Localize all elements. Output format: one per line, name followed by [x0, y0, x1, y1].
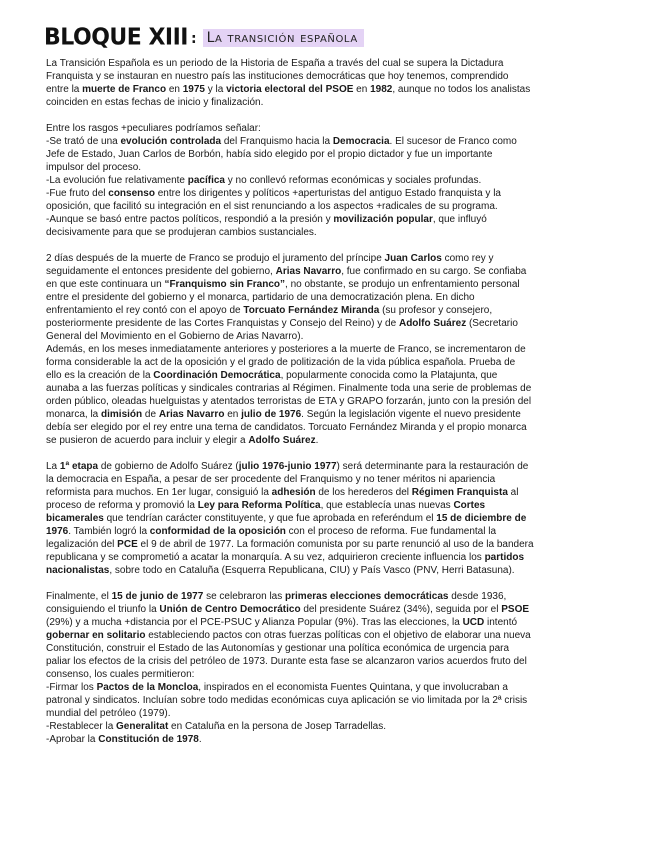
text-run: Franquista y se instauran en nuestro país las instituciones democráticas que hoy tenemos, comprendido	[46, 71, 509, 82]
text-run: impulsor del proceso.	[46, 162, 142, 173]
text-line	[46, 135, 612, 148]
text-line	[46, 213, 612, 226]
bold-text: primeras elecciones democráticas	[285, 591, 449, 602]
text-run: consenso, los cuales permitieron:	[46, 669, 195, 680]
text-run: orden público, oleadas huelguistas y atentados terroristas de ETA y GRAPO forzarán, junto con la presión del	[46, 396, 532, 407]
text-run: en	[224, 409, 242, 420]
text-run: , que establecía unas nuevas	[320, 500, 454, 511]
text-run: ello es la creación de la	[46, 370, 154, 381]
text-run: posteriormente presidente de las Cortes Franquistas y Consejo del Reino) y de	[46, 318, 399, 329]
text-line	[46, 148, 612, 161]
bold-text: conformidad de la oposición	[149, 526, 286, 537]
paragraph	[46, 122, 612, 239]
bold-text: Juan Carlos	[384, 253, 442, 264]
text-run: .	[315, 435, 319, 446]
text-run: del presidente Suárez (34%), seguida por el	[300, 604, 502, 615]
text-run: en	[166, 84, 183, 95]
text-run: -Fue fruto del	[46, 188, 109, 199]
text-line	[46, 70, 612, 83]
text-line	[46, 265, 612, 278]
text-run: -Restablecer la	[46, 721, 117, 732]
text-line	[46, 538, 612, 551]
bloque-title: BLOQUE XIII	[44, 24, 188, 51]
text-line	[46, 473, 612, 486]
text-line	[46, 382, 612, 395]
text-run: seguidamente el entonces presidente del gobierno,	[46, 266, 276, 277]
paragraph	[46, 460, 612, 577]
text-run: se pusieron de acuerdo para incluir y elegir a	[46, 435, 249, 446]
bold-text: victoria electoral del PSOE	[226, 84, 354, 95]
text-line	[46, 486, 612, 499]
text-run: decisivamente para que se produjeran cambios sustanciales.	[46, 227, 317, 238]
text-run: .	[198, 734, 202, 745]
text-run: , popularmente conocida como la Platajunta, que	[280, 370, 498, 381]
text-run: coinciden en estas fechas de inicio y finalización.	[46, 97, 264, 108]
bold-text: 15 de junio de 1977	[111, 591, 204, 602]
bold-text: 1976	[46, 526, 69, 537]
text-line	[46, 200, 612, 213]
text-run: proceso de reforma y promovió la	[46, 500, 198, 511]
bold-text: muerte de Franco	[82, 84, 167, 95]
text-run: en Cataluña en la persona de Josep Tarradellas.	[168, 721, 387, 732]
text-run: aunaba a las fuerzas políticas y sindicales contrarias al Régimen. Finalmente toda una serie de problemas de	[46, 383, 532, 394]
bold-text: julio 1976-junio 1977	[238, 461, 337, 472]
text-line	[46, 96, 612, 109]
text-run: 2 días después de la muerte de Franco se produjo el juramento del príncipe	[46, 253, 385, 264]
text-run: Entre los rasgos +peculiares podríamos señalar:	[46, 123, 261, 134]
text-line	[46, 304, 612, 317]
text-run: , no obstante, se produjo un enfrentamiento personal	[285, 279, 520, 290]
text-line	[46, 369, 612, 382]
bold-text: Torcuato Fernández Miranda	[243, 305, 380, 316]
text-run: monarca, la	[46, 409, 102, 420]
text-line	[46, 356, 612, 369]
text-line	[46, 603, 612, 616]
bold-text: Democracia	[332, 136, 390, 147]
bold-text: Unión de Centro Democrático	[159, 604, 301, 615]
text-run: desde 1936,	[448, 591, 507, 602]
text-run: de gobierno de Adolfo Suárez (	[98, 461, 239, 472]
text-line	[46, 512, 612, 525]
text-run: oposición, que facilitó su integración en el sist renunciando a los aspectos +radicales de su programa.	[46, 201, 498, 212]
text-run: -Aunque se basó entre pactos políticos, respondió a la presión y	[46, 214, 334, 225]
text-run: la democracia en España, a pesar de ser procedente del Franquismo y no tener méritos ni apariencia	[46, 474, 496, 485]
bold-text: adhesión	[271, 487, 316, 498]
text-run: y no conllevó reformas económicas y sociales profundas.	[225, 175, 482, 186]
bold-text: Arias Navarro	[275, 266, 342, 277]
bold-text: Pactos de la Moncloa	[96, 682, 199, 693]
title-separator: :	[190, 31, 197, 47]
text-line	[46, 421, 612, 434]
text-run: en que este continuara un	[46, 279, 165, 290]
text-run: mundial del petróleo (1979).	[46, 708, 171, 719]
text-run: legalización del	[46, 539, 118, 550]
bold-text: bicamerales	[46, 513, 104, 524]
bold-text: Generalitat	[116, 721, 169, 732]
text-run: el 9 de abril de 1977. La formación comunista por su parte renunció al uso de la bandera	[137, 539, 534, 550]
text-run: , sobre todo en Cataluña (Esquerra Republicana, CIU) y País Vasco (PNV, Herri Batasuna).	[109, 565, 515, 576]
text-line	[46, 551, 612, 564]
bold-text: Coordinación Democrática	[153, 370, 281, 381]
bold-text: 1982	[370, 84, 393, 95]
bold-text: Cortes	[453, 500, 486, 511]
text-run: enfrentamiento el rey contó con el apoyo de	[46, 305, 244, 316]
text-run: -La evolución fue relativamente	[46, 175, 188, 186]
text-run: entre la	[46, 84, 83, 95]
text-run: Constitución, construir el Estado de las Autonomías y gestionar una política económica de urgencia para	[46, 643, 510, 654]
text-run: intentó	[484, 617, 518, 628]
text-run: y la	[205, 84, 227, 95]
text-line	[46, 174, 612, 187]
bold-text: pacífica	[187, 175, 225, 186]
text-line	[46, 642, 612, 655]
subtitle-highlighted: La transición española	[203, 29, 364, 47]
text-run: en	[353, 84, 371, 95]
bold-text: movilización popular	[333, 214, 433, 225]
text-line	[46, 434, 612, 447]
bold-text: 1975	[182, 84, 205, 95]
text-run: que tendrían carácter constituyente, y que fue aprobada en referéndum el	[103, 513, 437, 524]
text-run: General del Movimiento en el Gobierno de Arias Navarro).	[46, 331, 304, 342]
text-line	[46, 707, 612, 720]
text-run: como rey y	[441, 253, 494, 264]
text-line	[46, 122, 612, 135]
bold-text: partidos	[484, 552, 525, 563]
text-run: -Firmar los	[46, 682, 97, 693]
text-line	[46, 460, 612, 473]
text-run: (29%) y a mucha +distancia por el PCE-PSUC y Alianza Popular (9%). Tras las elecciones, la	[46, 617, 463, 628]
bold-text: 15 de diciembre de	[436, 513, 527, 524]
text-line	[46, 83, 612, 96]
bold-text: Arias Navarro	[158, 409, 225, 420]
text-line	[46, 317, 612, 330]
text-run: , que influyó	[432, 214, 487, 225]
text-run: consiguiendo el triunfo la	[46, 604, 160, 615]
text-line	[46, 291, 612, 304]
text-run: . También logró la	[68, 526, 150, 537]
text-run: Jefe de Estado, Juan Carlos de Borbón, había sido elegido por el propio dictador y fue un importante	[46, 149, 493, 160]
document-body	[46, 57, 612, 759]
text-line	[46, 733, 612, 746]
text-run: Además, en los meses inmediatamente anteriores y posteriores a la muerte de Franco, se incrementaron de	[46, 344, 526, 355]
text-run: (Secretario	[466, 318, 518, 329]
paragraph	[46, 252, 612, 447]
text-run: del Franquismo hacia la	[221, 136, 333, 147]
text-line	[46, 57, 612, 70]
text-run: con el proceso de reforma. Fue fundamental la	[285, 526, 497, 537]
text-line	[46, 681, 612, 694]
text-line	[46, 590, 612, 603]
text-line	[46, 278, 612, 291]
bold-text: “Franquismo sin Franco”	[164, 279, 286, 290]
text-line	[46, 655, 612, 668]
text-run: . El sucesor de Franco como	[389, 136, 517, 147]
text-line	[46, 720, 612, 733]
text-run: , fue confirmado en su cargo. Se confiaba	[341, 266, 527, 277]
text-run: entre el presidente del gobierno y el monarca, partidario de una democratización plena. En dicho	[46, 292, 475, 303]
text-run: La	[46, 461, 60, 472]
text-run: , inspirados en el economista Fuentes Quintana, y que involucraban a	[198, 682, 508, 693]
bold-text: Ley para Reforma Política	[197, 500, 321, 511]
text-line	[46, 330, 612, 343]
text-line	[46, 408, 612, 421]
text-line	[46, 668, 612, 681]
text-run: paliar los efectos de la crisis del petróleo de 1973. Durante esta fase se alcanzaron varios acuerdos fruto del	[46, 656, 527, 667]
text-run: (su profesor y consejero,	[379, 305, 493, 316]
text-line	[46, 499, 612, 512]
text-line	[46, 694, 612, 707]
text-run: reformista para muchos. En 1er lugar, consiguió la	[46, 487, 272, 498]
text-run: patronal y sindicatos. Incluían sobre todo medidas económicas cuya aplicación se vio limitada por la 2ª crisis	[46, 695, 528, 706]
text-line	[46, 226, 612, 239]
text-run: -Se trató de una	[46, 136, 121, 147]
paragraph	[46, 590, 612, 746]
text-run: al	[507, 487, 519, 498]
text-line	[46, 343, 612, 356]
text-run: Finalmente, el	[46, 591, 112, 602]
text-line	[46, 564, 612, 577]
text-line	[46, 161, 612, 174]
text-run: forma considerable la act de la oposición y el grado de politización de la vida pública española. Prueba de	[46, 357, 516, 368]
text-run: ) será determinante para la restauración de	[336, 461, 529, 472]
bold-text: evolución controlada	[120, 136, 222, 147]
bold-text: Adolfo Suárez	[398, 318, 467, 329]
paragraph	[46, 57, 612, 109]
bold-text: PCE	[117, 539, 138, 550]
bold-text: PSOE	[501, 604, 530, 615]
bold-text: dimisión	[101, 409, 143, 420]
text-line	[46, 252, 612, 265]
text-line	[46, 187, 612, 200]
bold-text: Régimen Franquista	[411, 487, 508, 498]
text-run: entre los dirigentes y políticos +aperturistas del antiguo Estado franquista y la	[154, 188, 501, 199]
bold-text: nacionalistas	[46, 565, 110, 576]
text-run: estableciendo pactos con otras fuerzas políticas con el objetivo de elaborar una nueva	[145, 630, 531, 641]
text-line	[46, 525, 612, 538]
text-run: , aunque no todos los analistas	[392, 84, 531, 95]
text-line	[46, 395, 612, 408]
text-line	[46, 616, 612, 629]
text-run: -Aprobar la	[46, 734, 99, 745]
text-run: republicana y se comprometió a acatar la monarquía. A su vez, adquirieron creciente influencia los	[46, 552, 485, 563]
text-line	[46, 629, 612, 642]
page-header	[44, 22, 364, 50]
text-run: debía ser elegido por el rey entre una terna de candidatos. Torcuato Fernández Miranda y el propio monarca	[46, 422, 527, 433]
text-run: se celebraron las	[203, 591, 286, 602]
bold-text: 1ª etapa	[59, 461, 99, 472]
text-run: de	[142, 409, 159, 420]
bold-text: Adolfo Suárez	[248, 435, 316, 446]
text-run: de los herederos del	[315, 487, 412, 498]
bold-text: UCD	[462, 617, 485, 628]
text-run: La Transición Española es un periodo de la Historia de España a través del cual se supera la Dictadura	[46, 58, 504, 69]
bold-text: gobernar en solitario	[46, 630, 146, 641]
bold-text: consenso	[108, 188, 155, 199]
bold-text: julio de 1976	[241, 409, 302, 420]
bold-text: Constitución de 1978	[98, 734, 199, 745]
text-run: . Según la legislación vigente el nuevo presidente	[301, 409, 521, 420]
